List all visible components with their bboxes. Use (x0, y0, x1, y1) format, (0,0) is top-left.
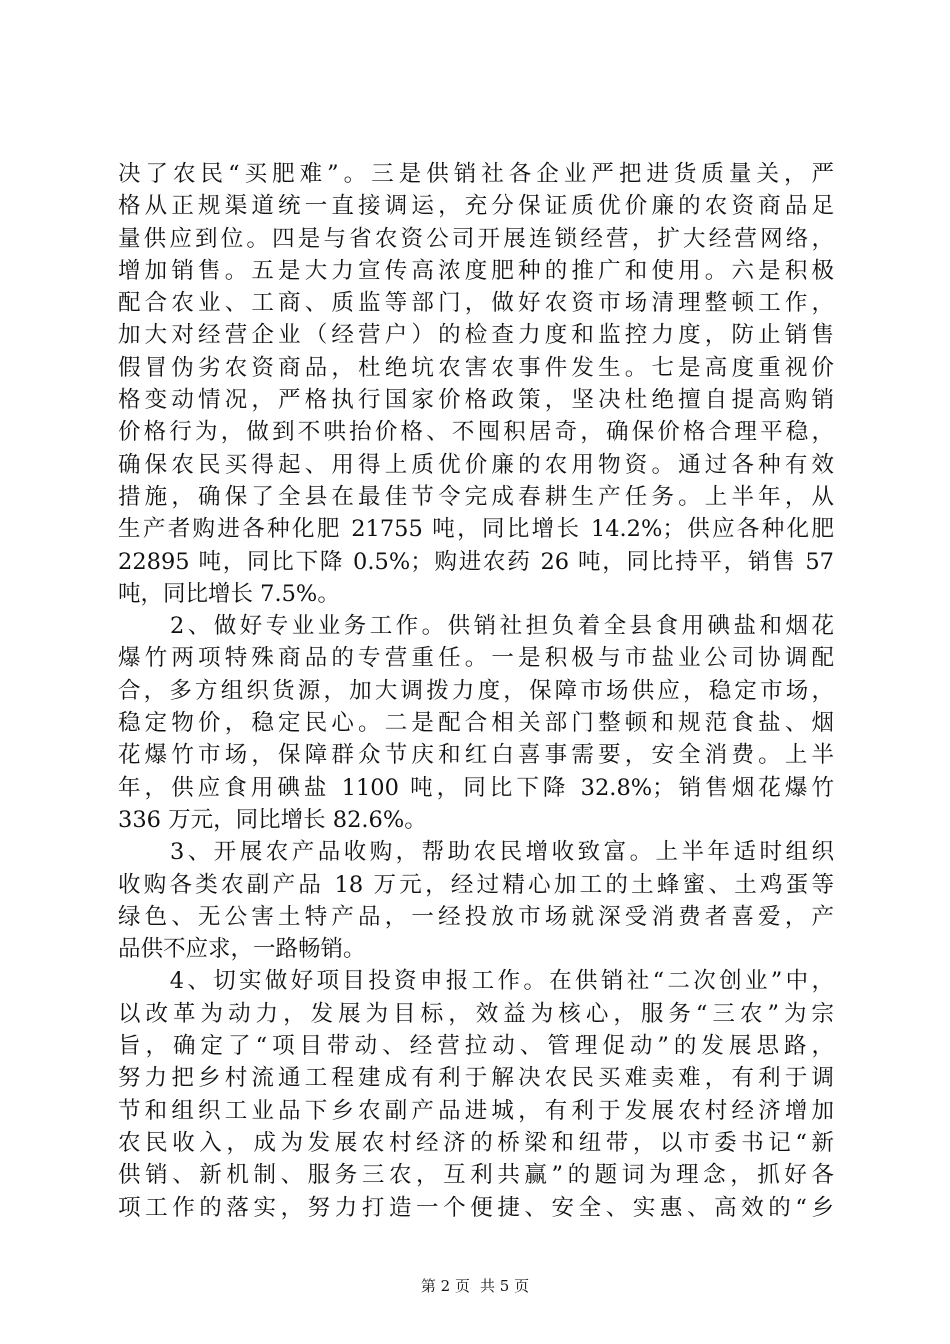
text-line: 措施，确保了全县在最佳节令完成春耕生产任务。上半年，从 (118, 483, 834, 510)
text-line: 2、做好专业业务工作。供销社担负着全县食用碘盐和烟花 (118, 613, 834, 640)
total-pages: 共 5 页 (480, 1277, 530, 1295)
text-line: 4、切实做好项目投资申报工作。在供销社“二次创业”中， (118, 968, 834, 995)
text-line: 合，多方组织货源，加大调拨力度，保障市场供应，稳定市场， (118, 677, 834, 704)
text-line: 增加销售。五是大力宣传高浓度肥种的推广和使用。六是积极 (118, 257, 834, 284)
text-line: 品供不应求，一路畅销。 (118, 936, 366, 963)
text-line: 供销、新机制、服务三农，互利共赢”的题词为理念，抓好各 (118, 1162, 834, 1189)
text-line: 加大对经营企业（经营户）的检查力度和监控力度，防止销售 (118, 322, 834, 349)
document-body (118, 158, 834, 1224)
text-line: 价格行为，做到不哄抬价格、不囤积居奇，确保价格合理平稳， (118, 419, 834, 446)
text-line: 量供应到位。四是与省农资公司开展连锁经营，扩大经营网络， (118, 225, 834, 252)
text-line: 爆竹两项特殊商品的专营重任。一是积极与市盐业公司协调配 (118, 645, 834, 672)
page-footer (0, 1276, 950, 1296)
text-line: 收购各类农副产品 18 万元，经过精心加工的土蜂蜜、土鸡蛋等 (118, 871, 834, 898)
text-line: 3、开展农产品收购，帮助农民增收致富。上半年适时组织 (118, 839, 834, 866)
text-line: 确保农民买得起、用得上质优价廉的农用物资。通过各种有效 (118, 451, 834, 478)
text-line: 稳定物价，稳定民心。二是配合相关部门整顿和规范食盐、烟 (118, 710, 834, 737)
text-line: 绿色、无公害土特产品，一经投放市场就深受消费者喜爱，产 (118, 903, 834, 930)
text-line: 项工作的落实，努力打造一个便捷、安全、实惠、高效的“乡 (118, 1194, 834, 1221)
text-line: 旨，确定了“项目带动、经营拉动、管理促动”的发展思路， (118, 1033, 834, 1060)
text-line: 年，供应食用碘盐 1100 吨，同比下降 32.8%；销售烟花爆竹 (118, 774, 834, 801)
text-line: 生产者购进各种化肥 21755 吨，同比增长 14.2%；供应各种化肥 (118, 516, 834, 543)
text-line: 农民收入，成为发展农村经济的桥梁和纽带，以市委书记“新 (118, 1129, 834, 1156)
text-line: 以改革为动力，发展为目标，效益为核心，服务“三农”为宗 (118, 1000, 834, 1027)
text-line: 格从正规渠道统一直接调运，充分保证质优价廉的农资商品足 (118, 193, 834, 220)
text-line: 配合农业、工商、质监等部门，做好农资市场清理整顿工作， (118, 290, 834, 317)
text-line: 吨，同比增长 7.5%。 (118, 580, 340, 607)
text-line: 节和组织工业品下乡农副产品进城，有利于发展农村经济增加 (118, 1097, 834, 1124)
text-line: 努力把乡村流通工程建成有利于解决农民买难卖难，有利于调 (118, 1065, 834, 1092)
text-line: 格变动情况，严格执行国家价格政策，坚决杜绝擅自提高购销 (118, 387, 834, 414)
text-line: 336 万元，同比增长 82.6%。 (118, 806, 427, 833)
text-line: 假冒伪劣农资商品，杜绝坑农害农事件发生。七是高度重视价 (118, 354, 834, 381)
text-line: 花爆竹市场，保障群众节庆和红白喜事需要，安全消费。上半 (118, 742, 834, 769)
text-line: 22895 吨，同比下降 0.5%；购进农药 26 吨，同比持平，销售 57 (118, 548, 834, 575)
page-number: 第 2 页 (420, 1277, 470, 1295)
text-line: 决了农民“买肥难”。三是供销社各企业严把进货质量关，严 (118, 161, 834, 187)
